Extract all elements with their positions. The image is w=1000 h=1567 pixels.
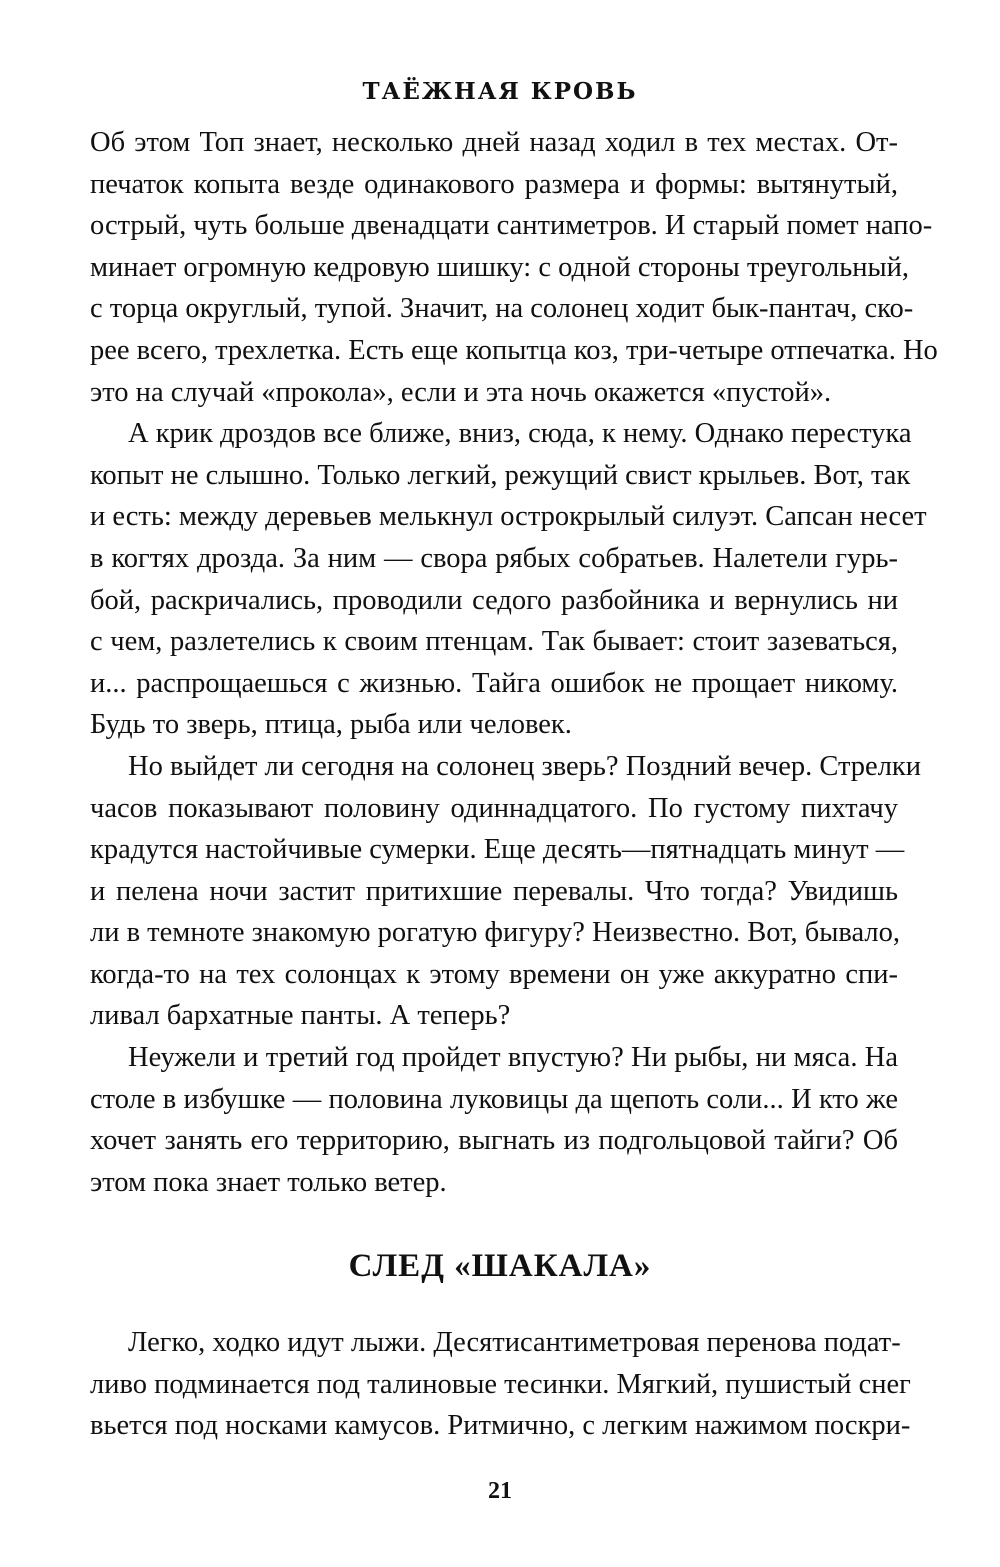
text-line: ли в темноте знакомую рогатую фигуру? Неизвестно. Вот, бывало, bbox=[90, 917, 900, 949]
text-line: с торца округлый, тупой. Значит, на солонец ходит бык-пантач, ско- bbox=[90, 293, 914, 325]
text-line: острый, чуть больше двенадцати сантиметров. И старый помет напо- bbox=[90, 210, 933, 242]
text-line: А крик дроздов все ближе, вниз, сюда, к нему. Однако перестука bbox=[128, 418, 912, 450]
body-text-section-1 bbox=[90, 122, 938, 1203]
page-number: 21 bbox=[488, 1478, 512, 1504]
running-head: ТАЁЖНАЯ КРОВЬ bbox=[362, 78, 638, 105]
text-line: рее всего, трехлетка. Есть еще копытца коз, три-четыре отпечатка. Но bbox=[90, 334, 938, 366]
text-line: и пелена ночи застит притихшие перевалы. Что тогда? Увидишь bbox=[90, 875, 898, 907]
text-line: этом пока знает только ветер. bbox=[90, 1166, 447, 1198]
text-line: копыт не слышно. Только легкий, режущий свист крыльев. Вот, так bbox=[90, 459, 911, 491]
text-line: часов показывают половину одиннадцатого. По густому пихтачу bbox=[90, 792, 898, 824]
chapter-title: СЛЕД «ШАКАЛА» bbox=[348, 1248, 652, 1284]
text-line: печаток копыта везде одинакового размера и формы: вытянутый, bbox=[90, 168, 898, 200]
text-line: с чем, разлетелись к своим птенцам. Так бывает: стоит зазеваться, bbox=[90, 626, 898, 658]
text-line: Но выйдет ли сегодня на солонец зверь? Поздний вечер. Стрелки bbox=[128, 750, 922, 782]
text-line: Будь то зверь, птица, рыба или человек. bbox=[90, 709, 572, 741]
text-line: Легко, ходко идут лыжи. Десятисантиметровая перенова подат- bbox=[128, 1327, 901, 1358]
text-line: крадутся настойчивые сумерки. Еще десять—пятнадцать минут — bbox=[90, 834, 905, 866]
text-line: это на случай «прокола», если и эта ночь окажется «пустой». bbox=[90, 376, 832, 408]
body-text-section-2 bbox=[90, 1322, 911, 1447]
text-line: столе в избушке — половина луковицы да щепоть соли... И кто же bbox=[90, 1083, 898, 1115]
text-line: когда-то на тех солонцах к этому времени он уже аккуратно спи- bbox=[90, 958, 898, 990]
text-line: и... распрощаешься с жизнью. Тайга ошибок не прощает никому. bbox=[90, 667, 898, 699]
text-line: хочет занять его территорию, выгнать из подгольцовой тайги? Об bbox=[90, 1125, 898, 1157]
text-line: Об этом Топ знает, несколько дней назад ходил в тех местах. От- bbox=[90, 127, 898, 158]
text-line: вьется под носками камусов. Ритмично, с легким нажимом поскри- bbox=[90, 1410, 911, 1442]
text-line: ливал бархатные панты. А теперь? bbox=[90, 1000, 511, 1032]
text-line: Неужели и третий год пройдет впустую? Ни рыбы, ни мяса. На bbox=[128, 1042, 898, 1074]
text-line: бой, раскричались, проводили седого разбойника и вернулись ни bbox=[90, 584, 898, 616]
text-line: в когтях дрозда. За ним — свора рябых собратьев. Налетели гурь- bbox=[90, 542, 898, 574]
text-line: ливо подминается под талиновые тесинки. Мягкий, пушистый снег bbox=[90, 1368, 911, 1400]
text-line: минает огромную кедровую шишку: с одной стороны треугольный, bbox=[90, 251, 910, 283]
text-line: и есть: между деревьев мелькнул острокрылый силуэт. Сапсан несет bbox=[90, 501, 927, 533]
